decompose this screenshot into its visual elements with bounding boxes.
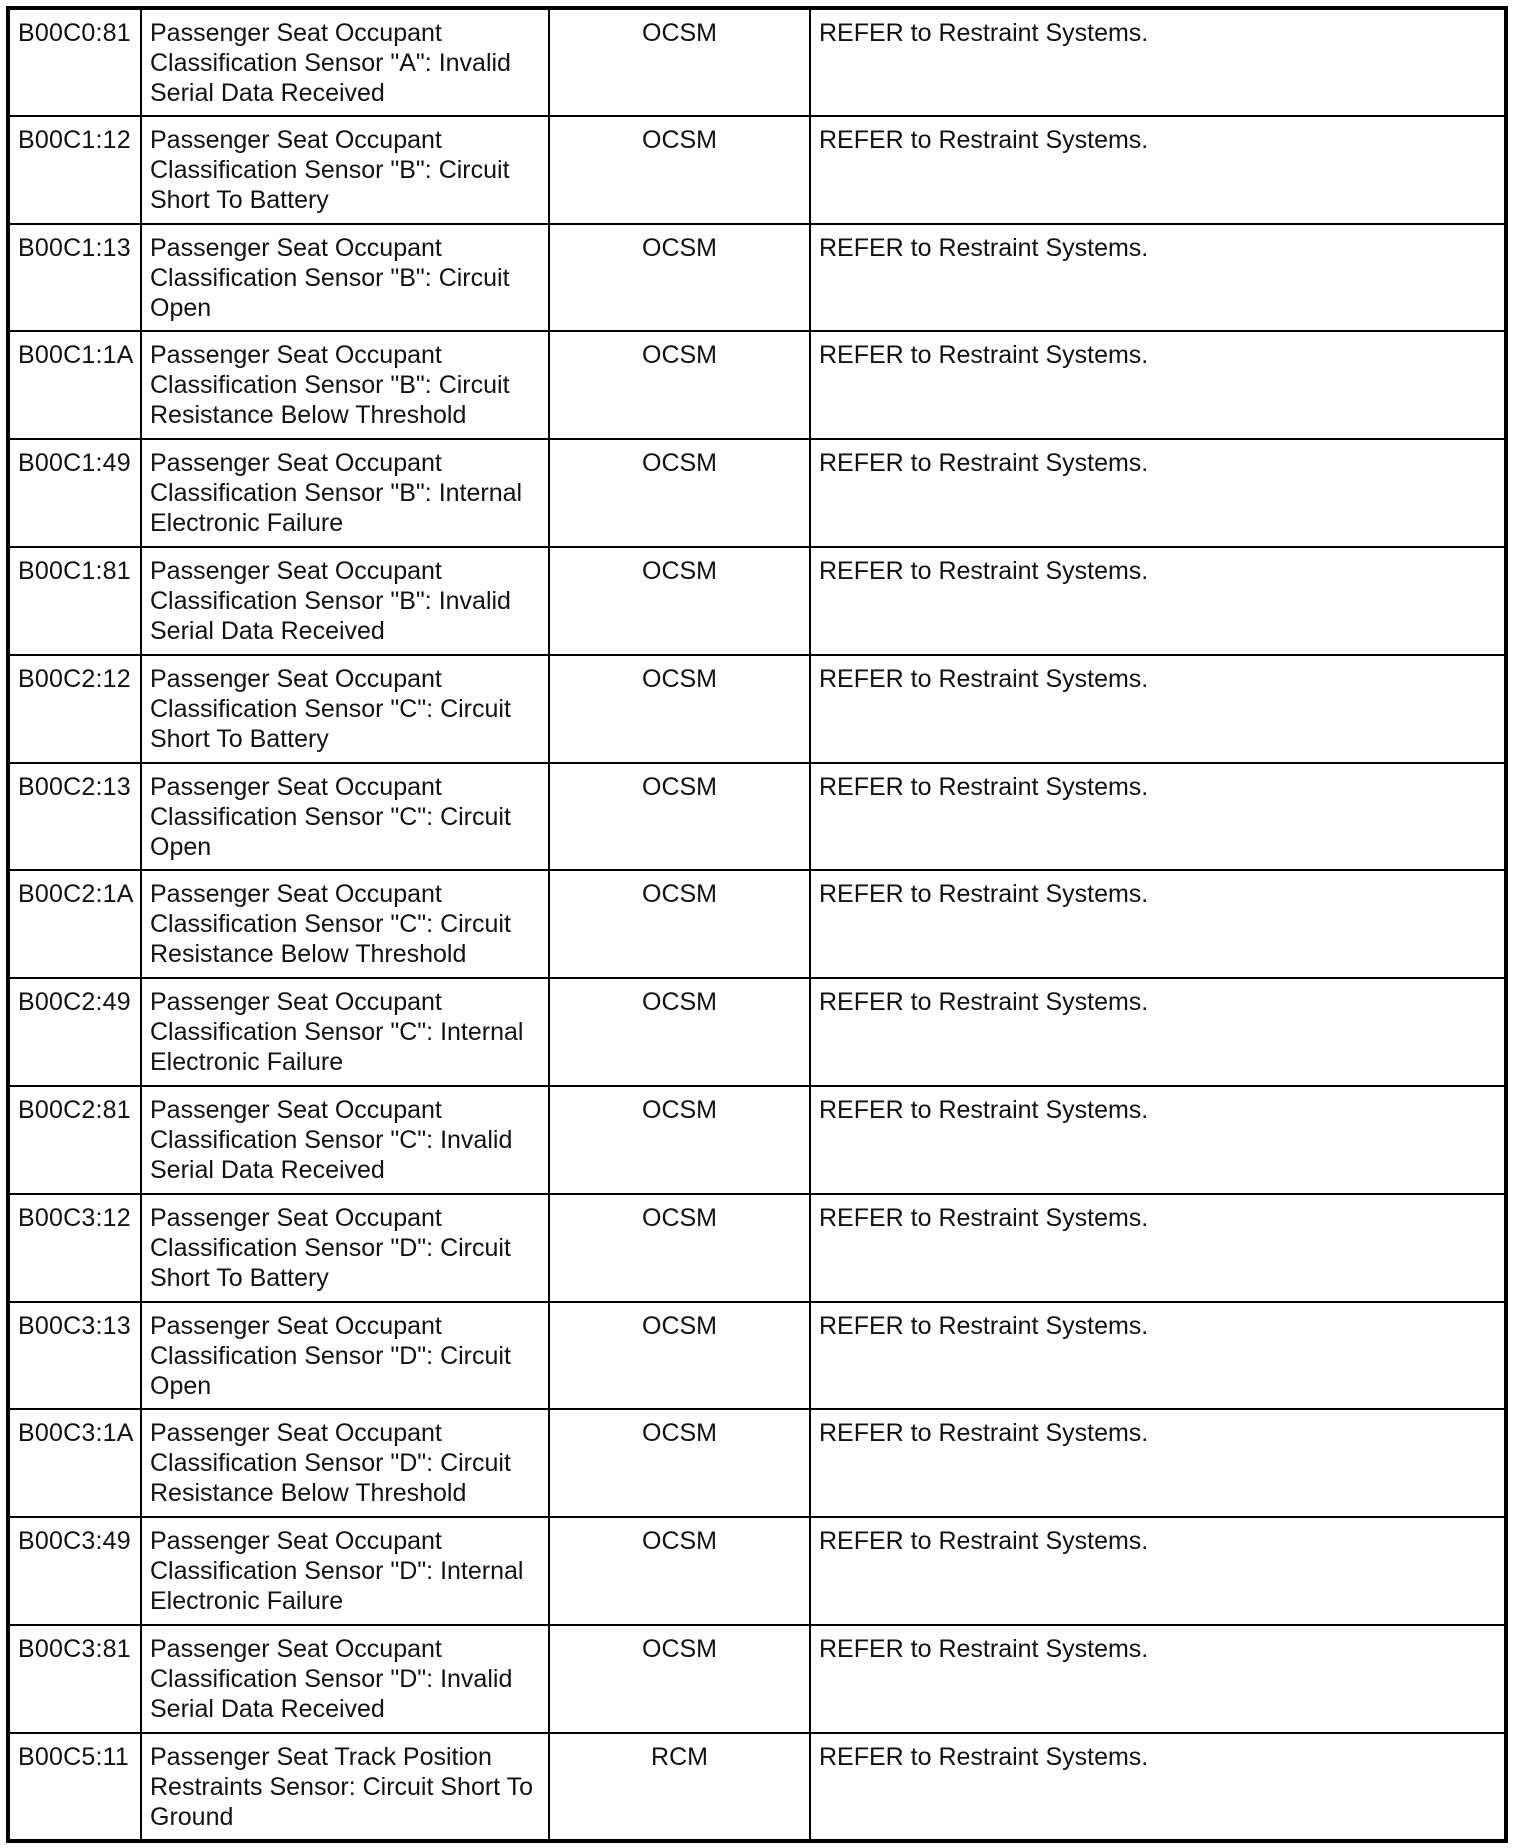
dtc-module: OCSM [549, 1625, 810, 1733]
dtc-module: OCSM [549, 116, 810, 224]
dtc-description: Passenger Seat Occupant Classification Sensor "D": Internal Electronic Failure [141, 1517, 549, 1625]
dtc-module: OCSM [549, 331, 810, 439]
dtc-code: B00C3:1A [8, 1409, 141, 1517]
dtc-action: REFER to Restraint Systems. [810, 331, 1506, 439]
dtc-action: REFER to Restraint Systems. [810, 1194, 1506, 1302]
dtc-description: Passenger Seat Track Position Restraints Sensor: Circuit Short To Ground [141, 1733, 549, 1841]
table-row [8, 655, 1506, 763]
dtc-description: Passenger Seat Occupant Classification Sensor "B": Circuit Resistance Below Threshold [141, 331, 549, 439]
dtc-description: Passenger Seat Occupant Classification Sensor "C": Internal Electronic Failure [141, 978, 549, 1086]
dtc-description: Passenger Seat Occupant Classification Sensor "C": Invalid Serial Data Received [141, 1086, 549, 1194]
dtc-description: Passenger Seat Occupant Classification Sensor "C": Circuit Open [141, 763, 549, 871]
dtc-code: B00C2:13 [8, 763, 141, 871]
dtc-code: B00C0:81 [8, 8, 141, 116]
table-row [8, 763, 1506, 871]
table-row [8, 1625, 1506, 1733]
dtc-module: OCSM [549, 1517, 810, 1625]
dtc-code: B00C2:81 [8, 1086, 141, 1194]
dtc-action: REFER to Restraint Systems. [810, 1086, 1506, 1194]
dtc-module: OCSM [549, 1086, 810, 1194]
table-row [8, 1086, 1506, 1194]
table-row [8, 1194, 1506, 1302]
dtc-description: Passenger Seat Occupant Classification Sensor "B": Internal Electronic Failure [141, 439, 549, 547]
table-row [8, 8, 1506, 116]
dtc-module: OCSM [549, 439, 810, 547]
dtc-description: Passenger Seat Occupant Classification Sensor "B": Circuit Open [141, 224, 549, 332]
dtc-module: OCSM [549, 763, 810, 871]
dtc-code: B00C3:13 [8, 1302, 141, 1410]
dtc-module: OCSM [549, 655, 810, 763]
table-row [8, 116, 1506, 224]
dtc-action: REFER to Restraint Systems. [810, 655, 1506, 763]
dtc-action: REFER to Restraint Systems. [810, 978, 1506, 1086]
dtc-description: Passenger Seat Occupant Classification Sensor "D": Circuit Open [141, 1302, 549, 1410]
dtc-code: B00C1:81 [8, 547, 141, 655]
dtc-module: OCSM [549, 1302, 810, 1410]
dtc-code: B00C3:81 [8, 1625, 141, 1733]
dtc-action: REFER to Restraint Systems. [810, 224, 1506, 332]
dtc-description: Passenger Seat Occupant Classification Sensor "B": Circuit Short To Battery [141, 116, 549, 224]
dtc-code: B00C2:12 [8, 655, 141, 763]
dtc-description: Passenger Seat Occupant Classification Sensor "C": Circuit Short To Battery [141, 655, 549, 763]
dtc-code: B00C3:12 [8, 1194, 141, 1302]
dtc-action: REFER to Restraint Systems. [810, 439, 1506, 547]
dtc-description: Passenger Seat Occupant Classification Sensor "A": Invalid Serial Data Received [141, 8, 549, 116]
dtc-code: B00C2:1A [8, 870, 141, 978]
dtc-description: Passenger Seat Occupant Classification Sensor "C": Circuit Resistance Below Threshold [141, 870, 549, 978]
dtc-action: REFER to Restraint Systems. [810, 1517, 1506, 1625]
dtc-module: OCSM [549, 978, 810, 1086]
dtc-action: REFER to Restraint Systems. [810, 1409, 1506, 1517]
dtc-code: B00C1:13 [8, 224, 141, 332]
dtc-action: REFER to Restraint Systems. [810, 547, 1506, 655]
dtc-module: OCSM [549, 1409, 810, 1517]
table-row [8, 331, 1506, 439]
dtc-description: Passenger Seat Occupant Classification Sensor "B": Invalid Serial Data Received [141, 547, 549, 655]
dtc-action: REFER to Restraint Systems. [810, 763, 1506, 871]
table-row [8, 1302, 1506, 1410]
table-row [8, 978, 1506, 1086]
dtc-module: OCSM [549, 870, 810, 978]
dtc-code: B00C1:49 [8, 439, 141, 547]
dtc-module: OCSM [549, 547, 810, 655]
table-row [8, 1409, 1506, 1517]
dtc-code: B00C1:1A [8, 331, 141, 439]
dtc-table [6, 6, 1508, 1843]
table-row [8, 1733, 1506, 1841]
dtc-code: B00C5:11 [8, 1733, 141, 1841]
dtc-action: REFER to Restraint Systems. [810, 1302, 1506, 1410]
table-row [8, 547, 1506, 655]
table-row [8, 224, 1506, 332]
dtc-action: REFER to Restraint Systems. [810, 870, 1506, 978]
dtc-action: REFER to Restraint Systems. [810, 8, 1506, 116]
table-row [8, 1517, 1506, 1625]
dtc-module: OCSM [549, 1194, 810, 1302]
dtc-description: Passenger Seat Occupant Classification Sensor "D": Circuit Resistance Below Threshold [141, 1409, 549, 1517]
dtc-action: REFER to Restraint Systems. [810, 1733, 1506, 1841]
dtc-description: Passenger Seat Occupant Classification Sensor "D": Invalid Serial Data Received [141, 1625, 549, 1733]
dtc-action: REFER to Restraint Systems. [810, 116, 1506, 224]
dtc-description: Passenger Seat Occupant Classification Sensor "D": Circuit Short To Battery [141, 1194, 549, 1302]
table-row [8, 439, 1506, 547]
table-row [8, 870, 1506, 978]
dtc-action: REFER to Restraint Systems. [810, 1625, 1506, 1733]
dtc-module: OCSM [549, 8, 810, 116]
dtc-code: B00C3:49 [8, 1517, 141, 1625]
dtc-module: RCM [549, 1733, 810, 1841]
dtc-module: OCSM [549, 224, 810, 332]
dtc-code: B00C2:49 [8, 978, 141, 1086]
dtc-code: B00C1:12 [8, 116, 141, 224]
